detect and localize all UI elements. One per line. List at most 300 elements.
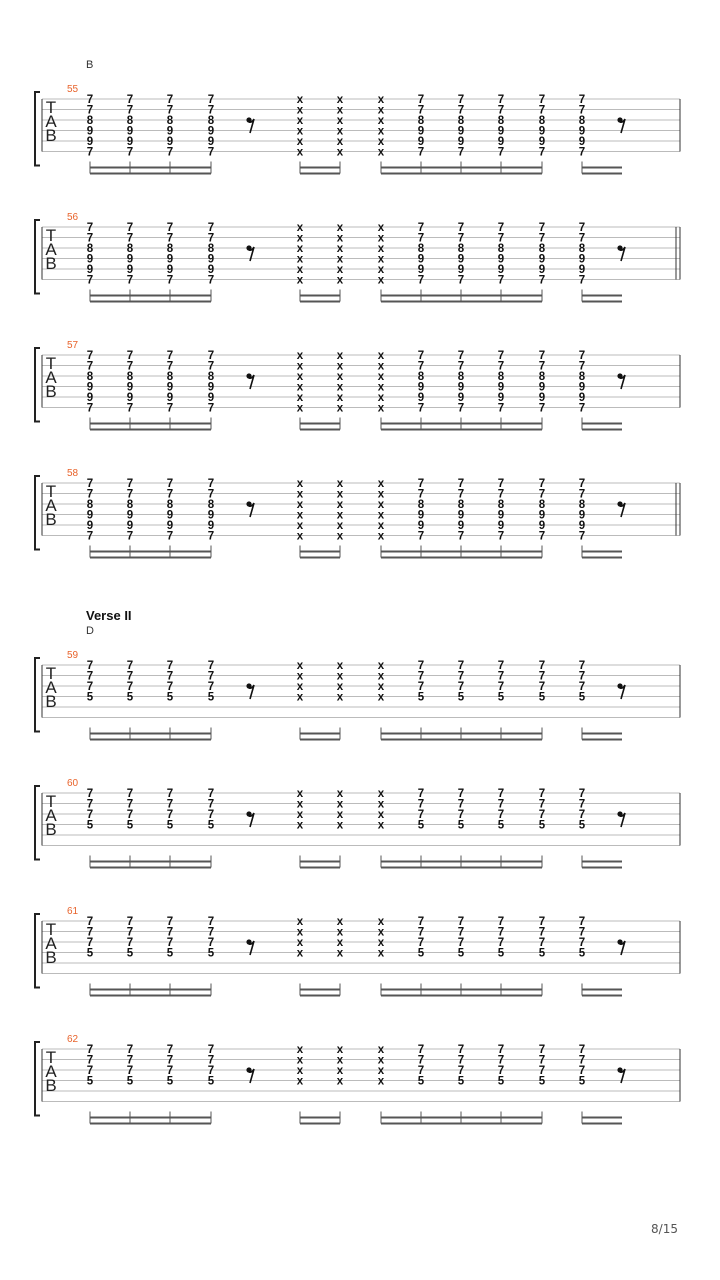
fret-number: 9 — [538, 125, 546, 138]
fret-number: 7 — [457, 660, 465, 672]
fret-number: x — [377, 1075, 385, 1088]
fret-number: 7 — [578, 681, 586, 693]
fret-number: x — [377, 360, 385, 373]
tab-letter-b: B — [45, 820, 57, 839]
page-number: 8/15 — [651, 1222, 678, 1236]
fret-number: 5 — [578, 691, 586, 704]
fret-number: x — [377, 819, 385, 832]
fret-number: 8 — [86, 243, 94, 255]
fret-number: 9 — [86, 136, 94, 148]
fret-number: 7 — [207, 232, 215, 245]
fret-number: 7 — [457, 274, 465, 287]
fret-number: 8 — [166, 371, 174, 383]
fret-number: x — [336, 819, 344, 832]
fret-number: 7 — [497, 681, 505, 693]
fret-number: x — [336, 916, 344, 928]
fret-number: 7 — [417, 1065, 425, 1077]
fret-number: 9 — [497, 381, 505, 394]
fret-number: 9 — [578, 520, 586, 532]
fret-number: 7 — [497, 478, 505, 490]
fret-number: 9 — [126, 125, 134, 138]
fret-number: 9 — [457, 520, 465, 532]
fret-number: x — [377, 350, 385, 362]
tab-system-62 — [35, 1034, 680, 1124]
fret-number: 7 — [126, 660, 134, 672]
fret-number: 7 — [538, 222, 546, 234]
fret-number: x — [336, 94, 344, 106]
fret-number: 5 — [126, 819, 134, 832]
fret-number: 7 — [86, 660, 94, 672]
fret-number: 7 — [86, 274, 94, 287]
fret-number: 8 — [86, 115, 94, 127]
fret-number: 5 — [417, 819, 425, 832]
fret-number: 7 — [86, 670, 94, 683]
fret-number: x — [377, 478, 385, 490]
fret-number: 9 — [578, 136, 586, 148]
fret-number: x — [377, 809, 385, 821]
fret-number: 7 — [417, 232, 425, 245]
tab-letter-t: T — [45, 354, 57, 373]
fret-number: 7 — [538, 1044, 546, 1056]
fret-number: x — [377, 274, 385, 287]
fret-number: 9 — [457, 392, 465, 404]
fret-number: 7 — [417, 1044, 425, 1056]
fret-number: 7 — [207, 798, 215, 811]
fret-number: 7 — [538, 402, 546, 415]
fret-number: 9 — [417, 520, 425, 532]
fret-number: 7 — [538, 1065, 546, 1077]
fret-number: 7 — [538, 798, 546, 811]
fret-number: x — [296, 798, 304, 811]
fret-number: 7 — [126, 402, 134, 415]
fret-number: 9 — [126, 381, 134, 394]
fret-number: 7 — [207, 788, 215, 800]
fret-number: x — [336, 350, 344, 362]
fret-number: 7 — [497, 360, 505, 373]
fret-number: x — [336, 392, 344, 404]
fret-number: 7 — [417, 146, 425, 159]
fret-number: 5 — [497, 947, 505, 960]
fret-number: x — [336, 947, 344, 960]
fret-number: x — [296, 478, 304, 490]
fret-number: 7 — [538, 478, 546, 490]
fret-number: 5 — [497, 819, 505, 832]
fret-number: x — [377, 509, 385, 522]
fret-number: 7 — [126, 1044, 134, 1056]
fret-number: 8 — [578, 499, 586, 511]
fret-number: x — [377, 136, 385, 148]
fret-number: x — [296, 253, 304, 266]
fret-number: 7 — [417, 809, 425, 821]
fret-number: x — [377, 371, 385, 383]
fret-number: 7 — [457, 222, 465, 234]
fret-number: 7 — [166, 274, 174, 287]
fret-number: 7 — [578, 222, 586, 234]
fret-number: 9 — [417, 264, 425, 276]
fret-number: 7 — [207, 1044, 215, 1056]
fret-number: 7 — [166, 530, 174, 543]
fret-number: 7 — [457, 788, 465, 800]
fret-number: 7 — [457, 488, 465, 501]
fret-number: x — [296, 104, 304, 117]
fret-number: 8 — [538, 115, 546, 127]
fret-number: 7 — [538, 660, 546, 672]
fret-number: 7 — [166, 1054, 174, 1067]
tab-letter-a: A — [45, 368, 57, 387]
fret-number: x — [377, 1054, 385, 1067]
fret-number: 7 — [207, 488, 215, 501]
fret-number: 7 — [207, 94, 215, 106]
fret-number: 8 — [578, 115, 586, 127]
fret-number: 5 — [417, 1075, 425, 1088]
fret-number: 5 — [578, 1075, 586, 1088]
fret-number: x — [296, 1065, 304, 1077]
fret-number: x — [336, 670, 344, 683]
fret-number: x — [296, 1075, 304, 1088]
fret-number: 7 — [86, 916, 94, 928]
fret-number: 7 — [417, 681, 425, 693]
fret-number: x — [377, 1065, 385, 1077]
fret-number: 7 — [417, 402, 425, 415]
fret-number: 9 — [497, 520, 505, 532]
fret-number: 7 — [457, 670, 465, 683]
fret-number: 7 — [417, 916, 425, 928]
fret-number: 7 — [86, 104, 94, 117]
fret-number: 7 — [86, 350, 94, 362]
fret-number: 7 — [86, 530, 94, 543]
fret-number: 7 — [417, 488, 425, 501]
fret-number: 7 — [207, 660, 215, 672]
fret-number: 9 — [126, 520, 134, 532]
fret-number: x — [296, 136, 304, 148]
fret-number: x — [377, 243, 385, 255]
fret-number: 7 — [497, 1054, 505, 1067]
fret-number: 7 — [538, 1054, 546, 1067]
fret-number: x — [296, 222, 304, 234]
fret-number: 7 — [86, 1054, 94, 1067]
fret-number: 7 — [86, 488, 94, 501]
fret-number: 7 — [207, 681, 215, 693]
fret-number: 7 — [497, 937, 505, 949]
fret-number: 5 — [126, 1075, 134, 1088]
fret-number: x — [336, 243, 344, 255]
fret-number: 7 — [538, 530, 546, 543]
measure-number: 59 — [67, 650, 79, 661]
fret-number: 9 — [497, 125, 505, 138]
fret-number: 7 — [86, 402, 94, 415]
fret-number: 7 — [126, 104, 134, 117]
fret-number: 8 — [497, 115, 505, 127]
fret-number: 7 — [166, 916, 174, 928]
fret-number: 7 — [457, 916, 465, 928]
fret-number: x — [377, 402, 385, 415]
fret-number: 9 — [578, 392, 586, 404]
fret-number: x — [336, 371, 344, 383]
fret-number: 8 — [497, 371, 505, 383]
fret-number: 9 — [207, 253, 215, 266]
tab-system-60 — [35, 778, 680, 868]
fret-number: 8 — [86, 371, 94, 383]
fret-number: 9 — [86, 520, 94, 532]
fret-number: 7 — [417, 104, 425, 117]
fret-number: 5 — [166, 691, 174, 704]
fret-number: 7 — [538, 104, 546, 117]
fret-number: x — [336, 146, 344, 159]
fret-number: 9 — [417, 509, 425, 522]
fret-number: 7 — [166, 146, 174, 159]
fret-number: 7 — [497, 788, 505, 800]
fret-number: 7 — [538, 809, 546, 821]
fret-number: 7 — [497, 104, 505, 117]
fret-number: 7 — [578, 788, 586, 800]
fret-number: x — [336, 136, 344, 148]
measure-number: 60 — [67, 778, 79, 789]
fret-number: 7 — [578, 360, 586, 373]
fret-number: 9 — [538, 136, 546, 148]
fret-number: x — [296, 392, 304, 404]
fret-number: 9 — [497, 392, 505, 404]
fret-number: 9 — [166, 392, 174, 404]
fret-number: 5 — [207, 947, 215, 960]
fret-number: 7 — [126, 94, 134, 106]
fret-number: 7 — [126, 798, 134, 811]
fret-number: 7 — [86, 788, 94, 800]
fret-number: 9 — [166, 136, 174, 148]
fret-number: 7 — [126, 350, 134, 362]
measure-number: 55 — [67, 84, 79, 95]
fret-number: x — [296, 371, 304, 383]
tab-system-55 — [35, 59, 680, 174]
fret-number: 7 — [538, 146, 546, 159]
fret-number: 7 — [126, 926, 134, 939]
fret-number: 8 — [538, 371, 546, 383]
fret-number: 7 — [417, 670, 425, 683]
fret-number: 8 — [538, 243, 546, 255]
fret-number: x — [377, 926, 385, 939]
fret-number: 8 — [457, 115, 465, 127]
fret-number: 9 — [86, 125, 94, 138]
fret-number: 7 — [207, 1065, 215, 1077]
fret-number: 8 — [417, 499, 425, 511]
fret-number: 7 — [457, 926, 465, 939]
fret-number: 7 — [417, 798, 425, 811]
fret-number: 7 — [86, 478, 94, 490]
fret-number: 7 — [578, 350, 586, 362]
fret-number: 7 — [417, 222, 425, 234]
fret-number: 7 — [578, 916, 586, 928]
fret-number: 7 — [166, 488, 174, 501]
fret-number: 7 — [578, 1044, 586, 1056]
fret-number: 9 — [166, 520, 174, 532]
measure-number: 61 — [67, 906, 79, 917]
fret-number: 5 — [457, 691, 465, 704]
fret-number: 9 — [86, 253, 94, 266]
fret-number: 7 — [538, 670, 546, 683]
fret-number: 5 — [457, 947, 465, 960]
fret-number: 9 — [207, 125, 215, 138]
fret-number: 8 — [126, 371, 134, 383]
tab-letter-a: A — [45, 934, 57, 953]
fret-number: 9 — [497, 253, 505, 266]
measure-number: 58 — [67, 468, 79, 479]
fret-number: 9 — [578, 381, 586, 394]
fret-number: 7 — [457, 809, 465, 821]
tab-letter-t: T — [45, 664, 57, 683]
fret-number: 7 — [86, 1065, 94, 1077]
fret-number: x — [377, 798, 385, 811]
fret-number: 8 — [578, 371, 586, 383]
fret-number: 7 — [166, 670, 174, 683]
measure-number: 57 — [67, 340, 79, 351]
fret-number: 7 — [207, 1054, 215, 1067]
fret-number: 9 — [538, 253, 546, 266]
fret-number: 7 — [457, 402, 465, 415]
fret-number: 5 — [86, 947, 94, 960]
fret-number: 7 — [538, 916, 546, 928]
fret-number: 7 — [538, 681, 546, 693]
fret-number: 7 — [126, 788, 134, 800]
fret-number: x — [336, 691, 344, 704]
fret-number: 7 — [497, 809, 505, 821]
fret-number: 7 — [457, 104, 465, 117]
tab-letter-t: T — [45, 792, 57, 811]
fret-number: 5 — [126, 691, 134, 704]
fret-number: x — [296, 1054, 304, 1067]
fret-number: 7 — [417, 937, 425, 949]
fret-number: x — [296, 1044, 304, 1056]
fret-number: 8 — [417, 243, 425, 255]
system-bracket — [35, 92, 40, 166]
fret-number: 7 — [538, 274, 546, 287]
fret-number: x — [377, 146, 385, 159]
fret-number: x — [336, 478, 344, 490]
fret-number: x — [336, 1054, 344, 1067]
fret-number: 7 — [126, 937, 134, 949]
fret-number: x — [377, 947, 385, 960]
fret-number: 7 — [457, 1044, 465, 1056]
fret-number: 5 — [166, 1075, 174, 1088]
fret-number: 7 — [86, 222, 94, 234]
tab-letter-b: B — [45, 126, 57, 145]
fret-number: 9 — [457, 136, 465, 148]
fret-number: x — [336, 937, 344, 949]
fret-number: 7 — [538, 788, 546, 800]
fret-number: 5 — [538, 691, 546, 704]
fret-number: 7 — [578, 1054, 586, 1067]
fret-number: 7 — [497, 660, 505, 672]
fret-number: x — [336, 509, 344, 522]
fret-number: 8 — [126, 499, 134, 511]
fret-number: 7 — [166, 104, 174, 117]
fret-number: 7 — [497, 146, 505, 159]
fret-number: 7 — [578, 1065, 586, 1077]
fret-number: 5 — [86, 1075, 94, 1088]
fret-number: 8 — [166, 243, 174, 255]
fret-number: 7 — [417, 274, 425, 287]
tab-letter-b: B — [45, 692, 57, 711]
fret-number: x — [336, 253, 344, 266]
fret-number: 7 — [126, 488, 134, 501]
fret-number: 7 — [497, 926, 505, 939]
tab-letter-b: B — [45, 948, 57, 967]
fret-number: 5 — [207, 1075, 215, 1088]
system-bracket — [35, 914, 40, 988]
fret-number: x — [377, 660, 385, 672]
tab-letter-a: A — [45, 112, 57, 131]
fret-number: 7 — [207, 926, 215, 939]
fret-number: x — [336, 264, 344, 276]
fret-number: 7 — [578, 402, 586, 415]
fret-number: 9 — [86, 381, 94, 394]
fret-number: x — [336, 1075, 344, 1088]
fret-number: x — [336, 530, 344, 543]
fret-number: x — [296, 660, 304, 672]
fret-number: x — [377, 530, 385, 543]
fret-number: 5 — [86, 691, 94, 704]
fret-number: x — [377, 104, 385, 117]
fret-number: 9 — [578, 264, 586, 276]
fret-number: 7 — [457, 478, 465, 490]
fret-number: 7 — [538, 488, 546, 501]
fret-number: 7 — [578, 798, 586, 811]
fret-number: x — [296, 530, 304, 543]
fret-number: x — [377, 916, 385, 928]
tab-letter-a: A — [45, 806, 57, 825]
fret-number: 7 — [497, 232, 505, 245]
fret-number: 9 — [207, 392, 215, 404]
system-bracket — [35, 348, 40, 422]
fret-number: 9 — [126, 509, 134, 522]
fret-number: 9 — [497, 136, 505, 148]
fret-number: 7 — [578, 478, 586, 490]
fret-number: 9 — [126, 392, 134, 404]
fret-number: x — [336, 926, 344, 939]
fret-number: 7 — [126, 1065, 134, 1077]
fret-number: 9 — [538, 392, 546, 404]
fret-number: 7 — [578, 232, 586, 245]
fret-number: 7 — [166, 360, 174, 373]
fret-number: x — [296, 499, 304, 511]
fret-number: 7 — [166, 478, 174, 490]
tab-letter-b: B — [45, 1076, 57, 1095]
fret-number: 9 — [166, 509, 174, 522]
tab-letter-t: T — [45, 482, 57, 501]
fret-number: 7 — [207, 360, 215, 373]
fret-number: 7 — [457, 937, 465, 949]
fret-number: x — [296, 381, 304, 394]
chord-label: D — [86, 625, 94, 637]
fret-number: x — [296, 115, 304, 127]
fret-number: x — [296, 509, 304, 522]
fret-number: 9 — [538, 264, 546, 276]
fret-number: x — [377, 937, 385, 949]
fret-number: 8 — [207, 371, 215, 383]
fret-number: 5 — [457, 1075, 465, 1088]
fret-number: 9 — [207, 136, 215, 148]
fret-number: 7 — [497, 1044, 505, 1056]
fret-number: x — [336, 1065, 344, 1077]
fret-number: x — [296, 350, 304, 362]
section-label: Verse II — [86, 608, 132, 623]
fret-number: x — [296, 937, 304, 949]
fret-number: 7 — [207, 937, 215, 949]
fret-number: 7 — [166, 1065, 174, 1077]
fret-number: x — [336, 381, 344, 394]
fret-number: 9 — [417, 136, 425, 148]
fret-number: 7 — [578, 926, 586, 939]
fret-number: 5 — [578, 819, 586, 832]
fret-number: x — [296, 94, 304, 106]
